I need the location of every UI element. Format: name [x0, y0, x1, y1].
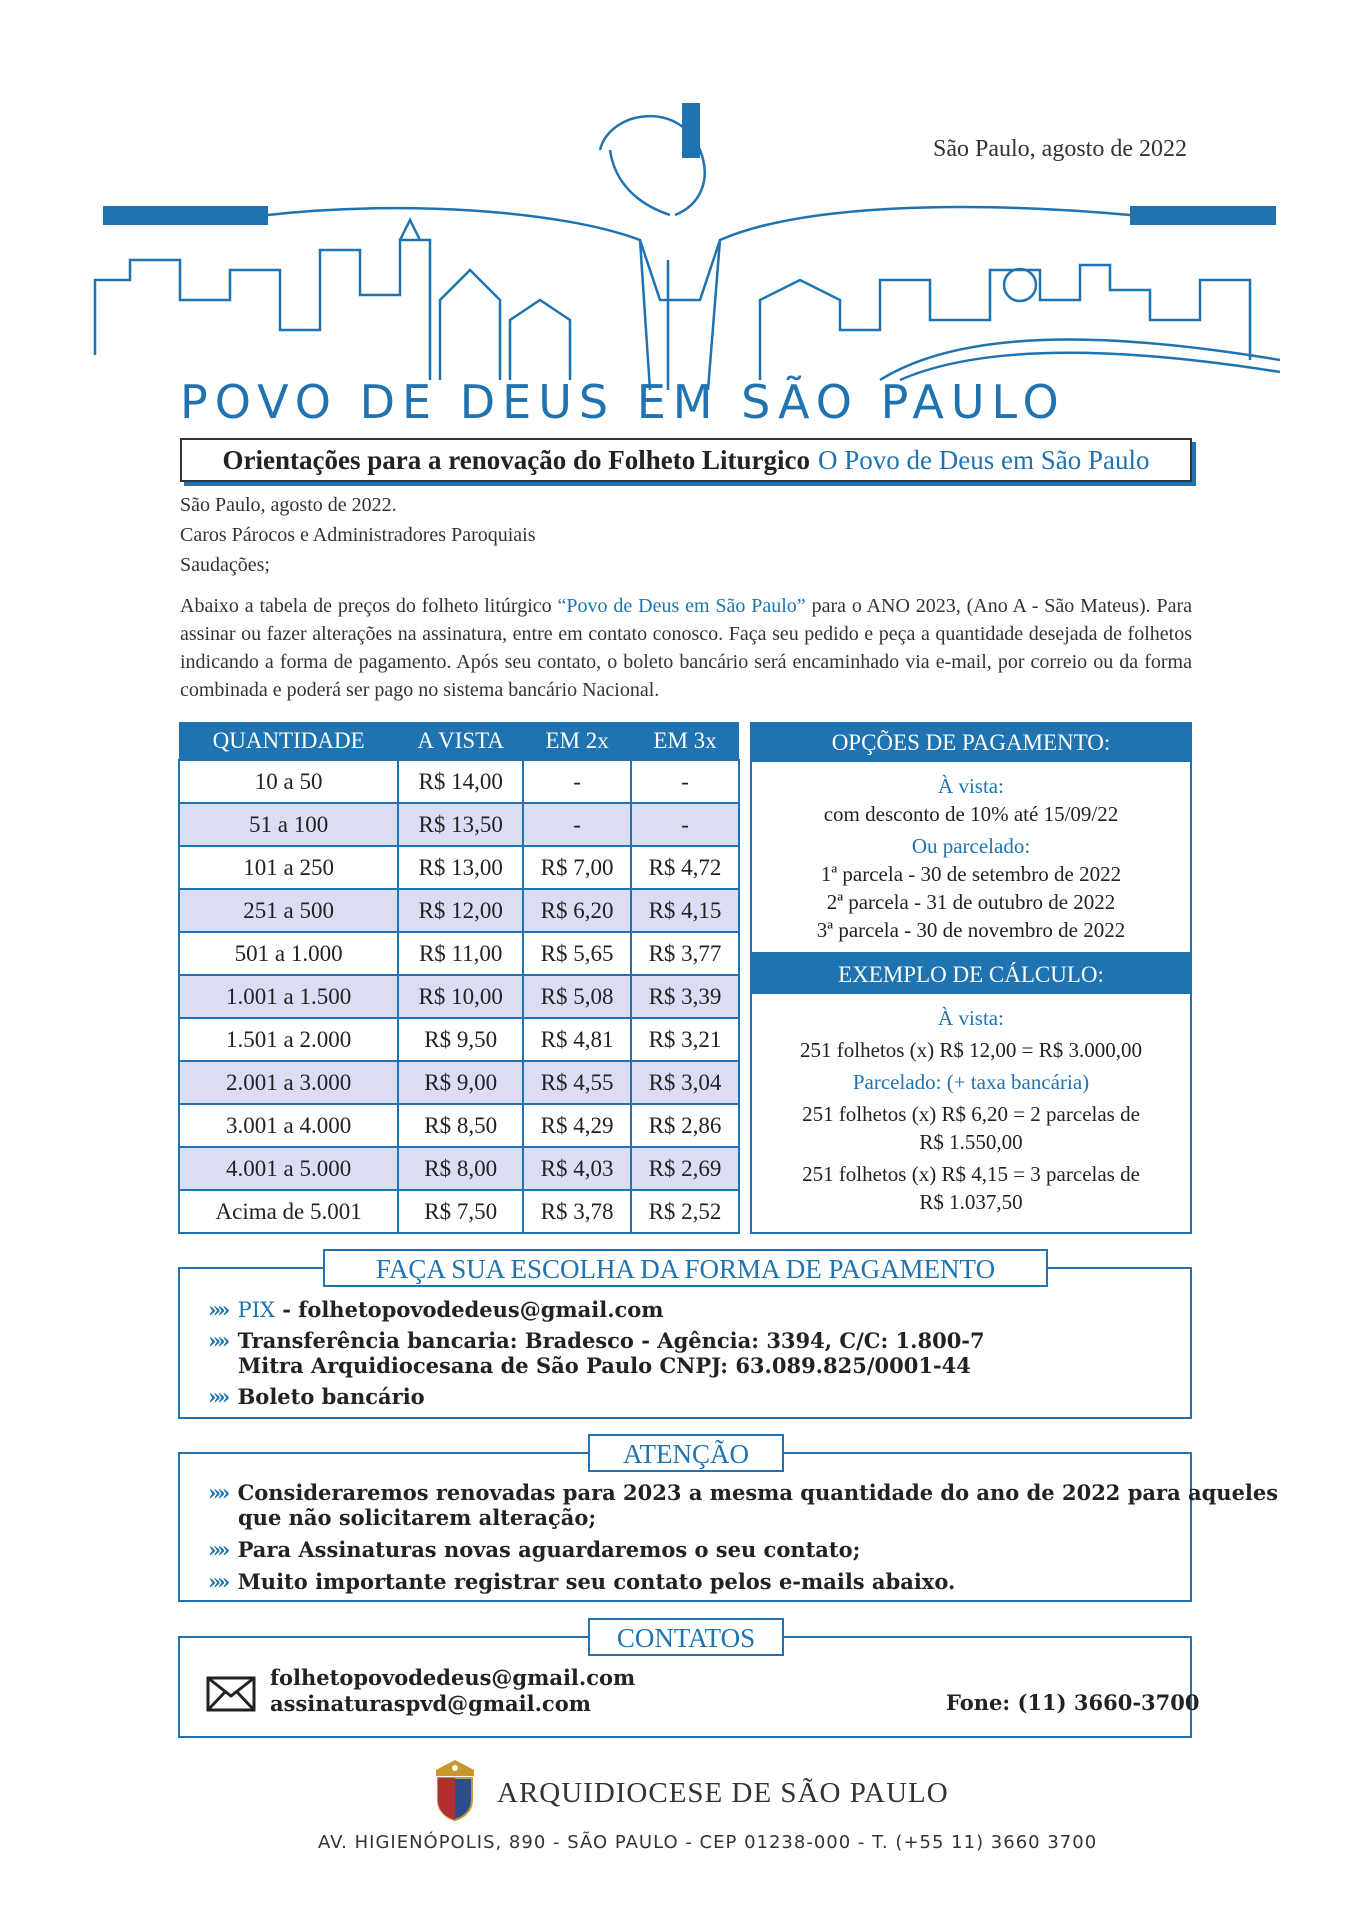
cell: Acima de 5.001 [179, 1190, 398, 1233]
attention-item-3 [208, 1569, 955, 1594]
table-row [179, 1018, 739, 1061]
cell: R$ 12,00 [398, 889, 523, 932]
chevron-icon: »» [208, 1328, 227, 1353]
cell: R$ 8,50 [398, 1104, 523, 1147]
cell: 4.001 a 5.000 [179, 1147, 398, 1190]
attention-item-2 [208, 1537, 860, 1562]
pix-line [208, 1297, 664, 1322]
cell: 51 a 100 [179, 803, 398, 846]
cell: R$ 4,29 [523, 1104, 631, 1147]
boleto-line [208, 1384, 425, 1409]
example-line1a: 251 folhetos (x) R$ 6,20 = 2 parcelas de [802, 1102, 1140, 1126]
para-quoted: “Povo de Deus em São Paulo” [557, 595, 806, 617]
table-row [179, 1061, 739, 1104]
document-title [180, 438, 1192, 482]
price-table-header [179, 722, 739, 760]
example-vista-text: 251 folhetos (x) R$ 12,00 = R$ 3.000,00 [800, 1038, 1142, 1062]
cell: R$ 8,00 [398, 1147, 523, 1190]
cell: 1.501 a 2.000 [179, 1018, 398, 1061]
payment-parcelado-label: Ou parcelado: [911, 834, 1031, 858]
title-bold: Orientações para a renovação do Folheto Liturgico [222, 444, 810, 475]
cell: 3.001 a 4.000 [179, 1104, 398, 1147]
cell: R$ 9,00 [398, 1061, 523, 1104]
chevron-icon: »» [208, 1537, 227, 1562]
table-row [179, 803, 739, 846]
cell: R$ 7,50 [398, 1190, 523, 1233]
table-row [179, 889, 739, 932]
payment-vista-text: com desconto de 10% até 15/09/22 [823, 802, 1119, 826]
chevron-icon: »» [208, 1480, 227, 1505]
chevron-icon: »» [208, 1569, 227, 1594]
cell: R$ 11,00 [398, 932, 523, 975]
example-parcelado-label: Parcelado: (+ taxa bancária) [852, 1070, 1090, 1094]
cell: R$ 4,15 [631, 889, 739, 932]
header-quantidade: QUANTIDADE [179, 722, 398, 760]
example-title: EXEMPLO DE CÁLCULO: [752, 956, 1190, 994]
cell: 101 a 250 [179, 846, 398, 889]
chevron-icon: »» [208, 1384, 227, 1409]
payment-options-panel [750, 722, 1192, 954]
header-date: São Paulo, agosto de 2022 [933, 136, 1187, 162]
cell: R$ 10,00 [398, 975, 523, 1018]
table-row [179, 846, 739, 889]
parcela-3: 3ª parcela - 30 de novembro de 2022 [816, 918, 1126, 942]
attention-item-1 [208, 1480, 1278, 1505]
parcela-2: 2ª parcela - 31 de outubro de 2022 [826, 890, 1116, 914]
cell: R$ 13,50 [398, 803, 523, 846]
table-row [179, 1104, 739, 1147]
price-table [178, 722, 740, 1234]
cell: R$ 4,72 [631, 846, 739, 889]
transfer-line [208, 1328, 985, 1353]
attention-item-3-text: Muito importante registrar seu contato pelos e-mails abaixo. [237, 1569, 956, 1594]
payment-vista-label: À vista: [938, 774, 1004, 798]
boleto-text: Boleto bancário [237, 1384, 425, 1409]
transfer-text: Transferência bancaria: Bradesco - Agência: 3394, C/C: 1.800-7 [237, 1328, 985, 1353]
cell: 10 a 50 [179, 760, 398, 803]
transfer-line-2: Mitra Arquidiocesana de São Paulo CNPJ: 63.089.825/0001-44 [238, 1353, 971, 1378]
attention-item-2-text: Para Assinaturas novas aguardaremos o seu contato; [237, 1537, 861, 1562]
example-vista-label: À vista: [938, 1006, 1004, 1030]
payment-form-title: FAÇA SUA ESCOLHA DA FORMA DE PAGAMENTO [323, 1249, 1048, 1287]
envelope-icon [206, 1676, 256, 1712]
cell: 251 a 500 [179, 889, 398, 932]
cell: 1.001 a 1.500 [179, 975, 398, 1018]
intro-paragraph [180, 592, 1192, 704]
payment-options-title: OPÇÕES DE PAGAMENTO: [752, 724, 1190, 762]
footer-organization: ARQUIDIOCESE DE SÃO PAULO [497, 1777, 949, 1809]
example-line1b: R$ 1.550,00 [919, 1130, 1023, 1154]
header-em-3x: EM 3x [631, 722, 739, 760]
cell: R$ 9,50 [398, 1018, 523, 1061]
cell: R$ 3,04 [631, 1061, 739, 1104]
header-em-2x: EM 2x [523, 722, 631, 760]
contact-email-2[interactable]: assinaturaspvd@gmail.com [270, 1691, 591, 1716]
archdiocese-coat-of-arms-icon [428, 1758, 482, 1822]
table-row [179, 975, 739, 1018]
footer-address: AV. HIGIENÓPOLIS, 890 - SÃO PAULO - CEP 01238-000 - T. (+55 11) 3660 3700 [318, 1832, 1098, 1853]
cell: R$ 13,00 [398, 846, 523, 889]
chevron-icon: »» [208, 1297, 227, 1322]
intro-recipients: Caros Párocos e Administradores Paroquiais [180, 524, 536, 546]
attention-item-1-text: Consideraremos renovadas para 2023 a mesma quantidade do ano de 2022 para aqueles [237, 1480, 1279, 1505]
cell: R$ 5,65 [523, 932, 631, 975]
cell: R$ 3,77 [631, 932, 739, 975]
cell: R$ 2,52 [631, 1190, 739, 1233]
title-blue: O Povo de Deus em São Paulo [817, 444, 1150, 475]
contact-email-1[interactable]: folhetopovodedeus@gmail.com [270, 1665, 636, 1690]
attention-title: ATENÇÃO [588, 1434, 784, 1472]
header-illustration [0, 0, 1357, 440]
logo-wordmark: POVO DE DEUS EM SÃO PAULO [180, 375, 1066, 429]
cell: R$ 3,78 [523, 1190, 631, 1233]
contacts-title: CONTATOS [588, 1618, 784, 1656]
cell: - [523, 803, 631, 846]
cell: R$ 2,69 [631, 1147, 739, 1190]
cell: R$ 2,86 [631, 1104, 739, 1147]
cell: - [631, 803, 739, 846]
example-line2a: 251 folhetos (x) R$ 4,15 = 3 parcelas de [802, 1162, 1140, 1186]
parcela-1: 1ª parcela - 30 de setembro de 2022 [820, 862, 1122, 886]
table-row [179, 1190, 739, 1233]
cell: R$ 3,39 [631, 975, 739, 1018]
cell: 2.001 a 3.000 [179, 1061, 398, 1104]
table-row [179, 932, 739, 975]
cell: R$ 14,00 [398, 760, 523, 803]
cell: R$ 4,03 [523, 1147, 631, 1190]
cell: R$ 7,00 [523, 846, 631, 889]
cell: R$ 6,20 [523, 889, 631, 932]
table-row [179, 760, 739, 803]
para-before: Abaixo a tabela de preços do folheto litúrgico [180, 595, 552, 617]
header-a-vista: A VISTA [398, 722, 523, 760]
contact-phone: Fone: (11) 3660-3700 [946, 1690, 1200, 1715]
example-line2b: R$ 1.037,50 [919, 1190, 1023, 1214]
cell: 501 a 1.000 [179, 932, 398, 975]
cell: - [631, 760, 739, 803]
pix-value: - folhetopovodedeus@gmail.com [282, 1297, 664, 1322]
intro-date: São Paulo, agosto de 2022. [180, 494, 397, 516]
pix-label: PIX [237, 1298, 275, 1322]
cell: R$ 5,08 [523, 975, 631, 1018]
para-after: para o ANO 2023, (Ano A - São Mateus). Para assinar ou fazer alterações na assinatura, entre em contato conosco. Faça seu pedido e peça a quantidade desejada de folhetos indicando a forma de pagamento. Após seu contato, o boleto bancário será encaminhado via e-mail, por correio ou da forma combinada e poderá ser pago no sistema bancário Nacional. [180, 595, 1193, 701]
cell: R$ 3,21 [631, 1018, 739, 1061]
cell: R$ 4,81 [523, 1018, 631, 1061]
calculation-example-panel [750, 954, 1192, 1234]
attention-item-1-cont: que não solicitarem alteração; [238, 1505, 597, 1530]
cell: - [523, 760, 631, 803]
cell: R$ 4,55 [523, 1061, 631, 1104]
table-row [179, 1147, 739, 1190]
intro-greeting: Saudações; [180, 554, 270, 576]
